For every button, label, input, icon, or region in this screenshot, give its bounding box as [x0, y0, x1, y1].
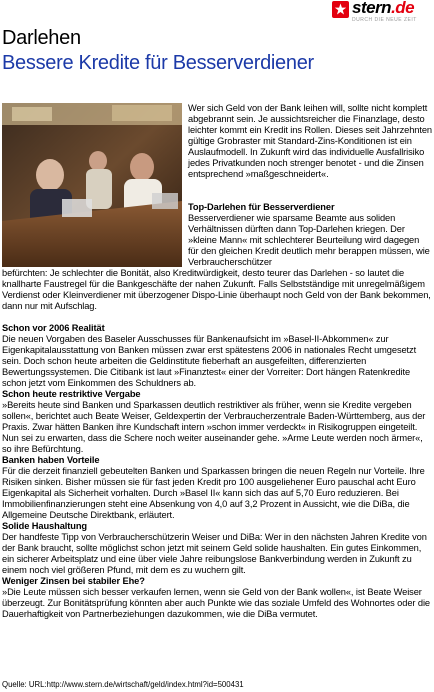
- section-heading: Weniger Zinsen bei stabiler Ehe?: [2, 576, 145, 586]
- stern-logo[interactable]: [332, 1, 432, 27]
- article-kicker: Darlehen: [2, 27, 81, 49]
- section-text: befürchten: Je schlechter die Bonität, also Kreditwürdigkeit, desto teurer das Darlehen - so lautet die knallharte Faustregel für die Bankgeschäfte der nahen Zukunft. Falls Selbstständige mit unregelmäßigem Verdienst oder Kleinverdiener mit überzogener Dispo-Linie überhaupt noch Geld von der Bank bekommen, dann nur mit Aufschlag.: [2, 268, 431, 311]
- page-header: [0, 0, 434, 28]
- star-icon: [332, 1, 349, 18]
- section-text: Der handfeste Tipp von Verbraucherschützerin Weiser und DiBa: Wer in den nächsten Jahren Kredite von der Bank braucht, sollte möglichst schon jetzt mit seinem Geld solide haushalten. Ein gutes Einkommen, ein sicherer Arbeitsplatz und eine über viele Jahre reibungslose Bankverbindung werden in Zukunft zu einem noch viel größeren Pfund, mit dem es zu wuchern gilt.: [2, 532, 427, 575]
- section-text: »Bereits heute sind Banken und Sparkassen deutlich restriktiver als früher, wenn sie Kredite vergeben sollen«, berichtet auch Beate Weiser, Geldexpertin der Verbraucherzentrale Baden-Württemberg, aus der Praxis. Zwar hätten Banken ihre Kundschaft intern »schon immer verdeckt« in Risikogruppen eingeteilt. Nun sei zu erwarten, dass die Schere noch weiter auseinander gehe. »Arme Leute werden noch ärmer«, so ihre Befürchtung.: [2, 400, 426, 454]
- section-heading: Top-Darlehen für Besserverdiener: [188, 202, 335, 212]
- article-headline: Bessere Kredite für Besserverdiener: [2, 52, 314, 74]
- article-photo: [2, 103, 182, 267]
- section-text: »Die Leute müssen sich besser verkaufen lernen, wenn sie Geld von der Bank wollen«, ist Beate Weiser überzeugt. Zur Bonitätsprüfung könnten aber auch Punkte wie das soziale Umfeld des Wohnortes oder die Dauerhaftigkeit von Partnerbeziehungen dazukommen, wie die DiBa vermutet.: [2, 587, 430, 619]
- section-text: Für die derzeit finanziell gebeutelten Banken und Sparkassen bringen die neuen Regeln nur Vorteile. Ihre Risiken sinken. Bisher müssen sie für fast jeden Kredit pro 100 ausgeliehener Euro pauschal acht Euro Eigenkapital als Sicherheit vorhalten. Durch »Basel II« kann sich das auf 5,70 Euro reduzieren. Bei Immobilienfinanzierungen steht eine Absenkung von 4,0 auf 3,2 Prozent in Aussicht, wie die DiBa, die Allgemeine Deutsche Direktbank, erläutert.: [2, 466, 425, 520]
- section-text: Die neuen Vorgaben des Baseler Ausschusses für Bankenaufsicht im »Basel-II-Abkommen« zur Eigenkapitalausstattung von Banken müssen zwar erst spätestens 2006 in nationales Recht umgesetzt sein. Doch schon heute arbeiten die Geldinstitute fieberhaft an ausgefeilten, differenzierten Bewertungssystemen. Die Citibank ist laut »Finanztest« einer der Vorreiter: Dort hängen Ratenkredite schon jetzt vom Einkommen des Schuldners ab.: [2, 334, 417, 388]
- logo-tagline: DURCH DIE NEUE ZEIT: [352, 17, 417, 23]
- section-text: Besserverdiener wie sparsame Beamte aus soliden Verhältnissen dürften dann Top-Darlehen kriegen. Der »kleine Mann« mit schlechterer Beurteilung wird dagegen für den gleichen Kredit deutlich mehr berappen müssen, wie Verbraucherschützer: [188, 213, 430, 267]
- section-heading: Schon vor 2006 Realität: [2, 323, 105, 333]
- source-link[interactable]: Quelle: URL:http://www.stern.de/wirtschaft/geld/index.html?id=500431: [2, 680, 244, 689]
- section-heading: Banken haben Vorteile: [2, 455, 100, 465]
- article-body: [2, 323, 432, 620]
- section-heading: Schon heute restriktive Vergabe: [2, 389, 141, 399]
- section-heading: Solide Haushaltung: [2, 521, 87, 531]
- logo-wordmark: stern.de: [352, 0, 415, 17]
- article-intro: Wer sich Geld von der Bank leihen will, sollte nicht komplett abgebrannt sein. Je aussichtsreicher die Finanzlage, desto leichter kommt ein Kredit ins Rollen. Dieses seit Jahrzehnten gültige Grobraster mit Standard-Zins-Konditionen ist ein Auslaufmodell. In Zukunft wird das individuelle Ausfallrisiko jedes Privatkunden noch strenger benotet - und die Zinsen entsprechend »maßgeschneidert«.: [188, 103, 432, 179]
